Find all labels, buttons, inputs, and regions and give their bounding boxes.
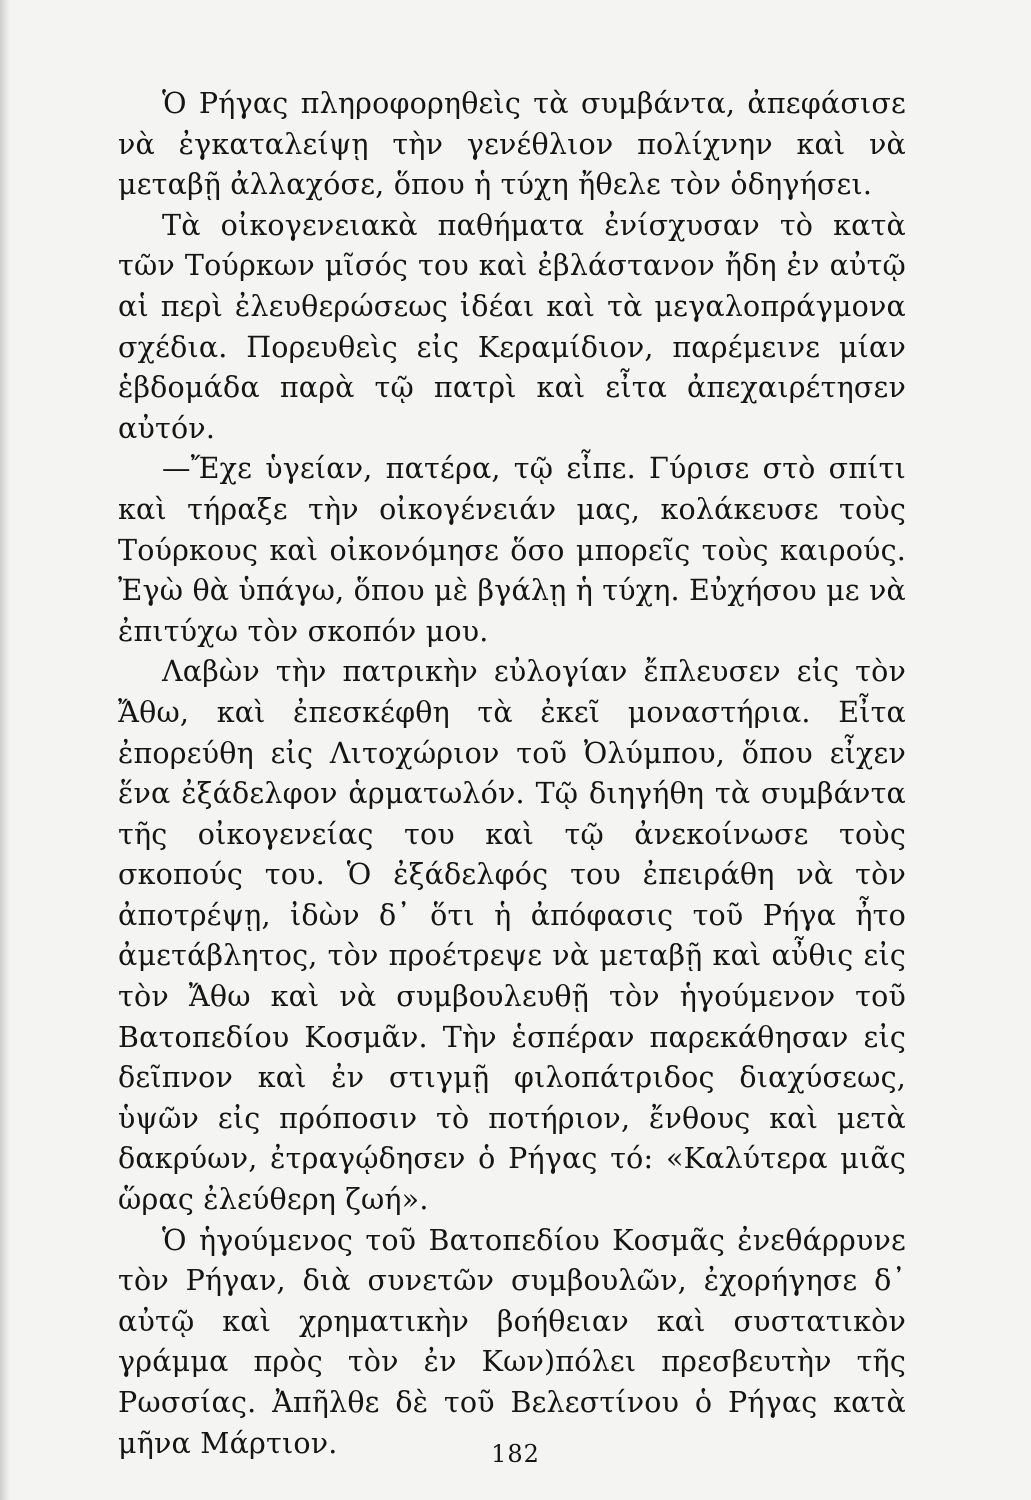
paragraph: Ὁ ἡγούμενος τοῦ Βατοπεδίου Κοσμᾶς ἐνεθάρρυνε τὸν Ρήγαν, διὰ συνετῶν συμβουλῶν, ἐχορήγησε δ᾽ αὐτῷ καὶ χρηματικὴν βοήθειαν καὶ συστατικὸν γράμμα πρὸς τὸν ἐν Κων)πόλει πρεσβευτὴν τῆς Ρωσσίας. Ἀπῆλθε δὲ τοῦ Βελεστίνου ὁ Ρήγας κατὰ μῆνα Μάρτιον. [118,1223,906,1460]
page-edge-shadow [0,0,10,1500]
page-body-text [118,84,906,1464]
paragraph: —Ἔχε ὑγείαν, πατέρα, τῷ εἶπε. Γύρισε στὸ σπίτι καὶ τήραξε τὴν οἰκογένειάν μας, κολάκευσε τοὺς Τούρκους καὶ οἰκονόμησε ὅσο μπορεῖς τοὺς καιρούς. Ἐγὼ θὰ ὑπάγω, ὅπου μὲ βγάλῃ ἡ τύχη. Εὐχήσου με νὰ ἐπιτύχω τὸν σκοπόν μου. [118,452,906,648]
paragraph: Ὁ Ρήγας πληροφορηθεὶς τὰ συμβάντα, ἀπεφάσισε νὰ ἐγκαταλείψῃ τὴν γενέθλιον πολίχνην καὶ νὰ μεταβῇ ἀλλαχόσε, ὅπου ἡ τύχη ἤθελε τὸν ὁδηγήσει. [118,87,906,202]
paragraph: Λαβὼν τὴν πατρικὴν εὐλογίαν ἔπλευσεν εἰς τὸν Ἄθω, καὶ ἐπεσκέφθη τὰ ἐκεῖ μοναστήρια. Εἶτα ἐπορεύθη εἰς Λιτοχώριον τοῦ Ὀλύμπου, ὅπου εἶχεν ἕνα ἐξάδελφον ἁρματωλόν. Τῷ διηγήθη τὰ συμβάντα τῆς οἰκογενείας του καὶ τῷ ἀνεκοίνωσε τοὺς σκοπούς του. Ὁ ἐξάδελφός του ἐπειράθη νὰ τὸν ἀποτρέψῃ, ἰδὼν δ᾽ ὅτι ἡ ἀπόφασις τοῦ Ρήγα ἦτο ἀμετάβλητος, τὸν προέτρεψε νὰ μεταβῇ καὶ αὖθις εἰς τὸν Ἄθω καὶ νὰ συμβουλευθῇ τὸν ἡγούμενον τοῦ Βατοπεδίου Κοσμᾶν. Τὴν ἑσπέραν παρεκάθησαν εἰς δεῖπνον καὶ ἐν στιγμῇ φιλοπάτριδος διαχύσεως, ὑψῶν εἰς πρόποσιν τὸ ποτήριον, ἔνθους καὶ μετὰ δακρύων, ἐτραγῴδησεν ὁ Ρήγας τό: «Καλύτερα μιᾶς ὥρας ἐλεύθερη ζωή». [118,655,906,1217]
paragraph: Τὰ οἰκογενειακὰ παθήματα ἐνίσχυσαν τὸ κατὰ τῶν Τούρκων μῖσός του καὶ ἐβλάστανον ἤδη ἐν αὐτῷ αἱ περὶ ἐλευθερώσεως ἰδέαι καὶ τὰ μεγαλοπράγμονα σχέδια. Πορευθεὶς εἰς Κεραμίδιον, παρέμεινε μίαν ἑβδομάδα παρὰ τῷ πατρὶ καὶ εἶτα ἀπεχαιρέτησεν αὐτόν. [118,208,906,445]
page-number: 182 [491,1440,540,1468]
